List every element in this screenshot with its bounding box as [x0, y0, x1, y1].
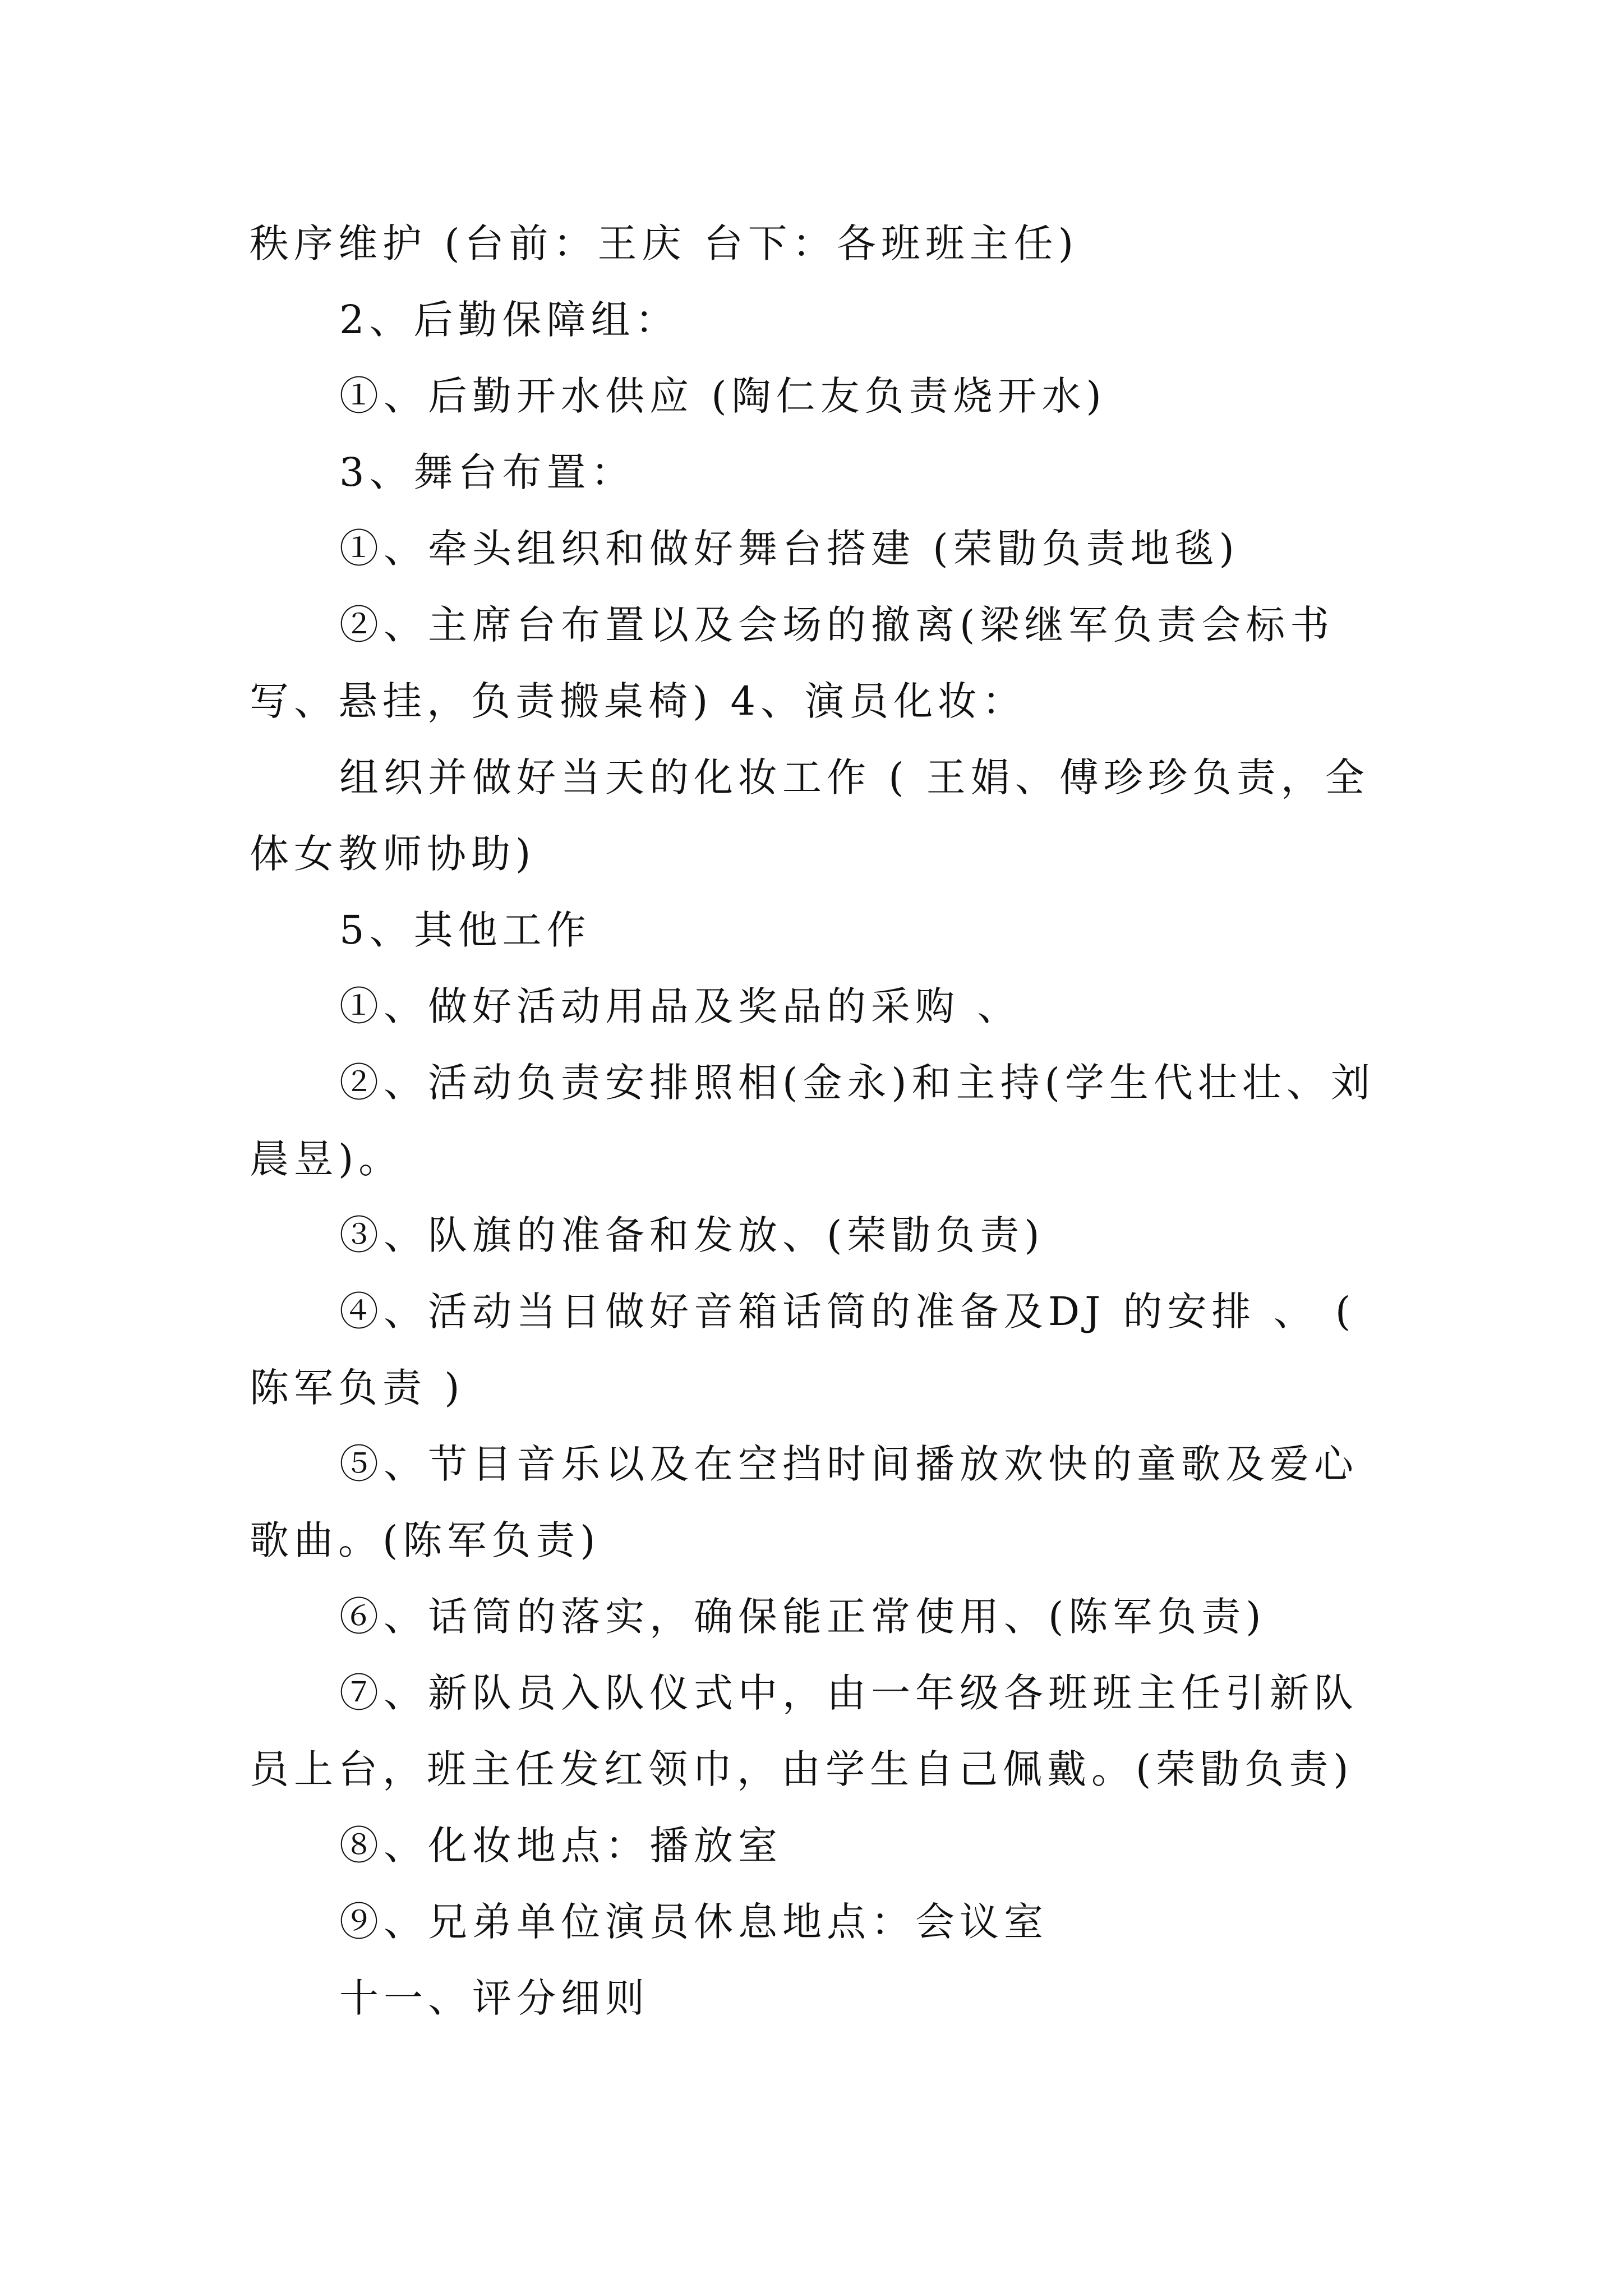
paragraph-makeup-location: ⑧、化妆地点：播放室 — [339, 1823, 782, 1869]
paragraph-audio-dj: ④、活动当日做好音箱话筒的准备及DJ 的安排 、 ( 陈军负责 ) — [250, 1289, 1356, 1411]
paragraph-flags: ③、队旗的准备和发放、(荣勖负责) — [339, 1212, 1045, 1258]
paragraph-water-supply: ①、后勤开水供应 (陶仁友负责烧开水) — [339, 373, 1106, 419]
paragraph-logistics-group: 2、后勤保障组： — [339, 297, 680, 343]
paragraph-stage-setup: 3、舞台布置： — [339, 449, 635, 495]
paragraph-purchasing: ①、做好活动用品及奖品的采购 、 — [339, 983, 1022, 1029]
paragraph-music: ⑤、节目音乐以及在空挡时间播放欢快的童歌及爱心歌曲。(陈军负责) — [250, 1441, 1358, 1563]
document-body — [250, 205, 1394, 2036]
paragraph-order-maintenance: 秩序维护 (台前：王庆 台下：各班班主任) — [250, 220, 1079, 266]
paragraph-induction-ceremony: ⑦、新队员入队仪式中，由一年级各班班主任引新队员上台，班主任发红领巾，由学生自己佩戴。(荣勖负责) — [250, 1670, 1358, 1792]
paragraph-stage-building: ①、牵头组织和做好舞台搭建 (荣勖负责地毯) — [339, 526, 1239, 572]
paragraph-photo-host: ②、活动负责安排照相(金永)和主持(学生代壮壮、刘晨昱)。 — [250, 1060, 1375, 1182]
paragraph-scoring-rules: 十一、评分细则 — [339, 1975, 649, 2021]
paragraph-rest-location: ⑨、兄弟单位演员休息地点：会议室 — [339, 1899, 1048, 1945]
paragraph-other-work: 5、其他工作 — [339, 907, 591, 953]
paragraph-podium-setup: ②、主席台布置以及会场的撤离(梁继军负责会标书写、悬挂，负责搬桌椅) 4、演员化妆： — [250, 602, 1335, 724]
paragraph-microphones: ⑥、话筒的落实，确保能正常使用、(陈军负责) — [339, 1594, 1266, 1640]
paragraph-makeup-work: 组织并做好当天的化妆工作 ( 王娟、傅珍珍负责，全体女教师协助) — [250, 754, 1370, 877]
